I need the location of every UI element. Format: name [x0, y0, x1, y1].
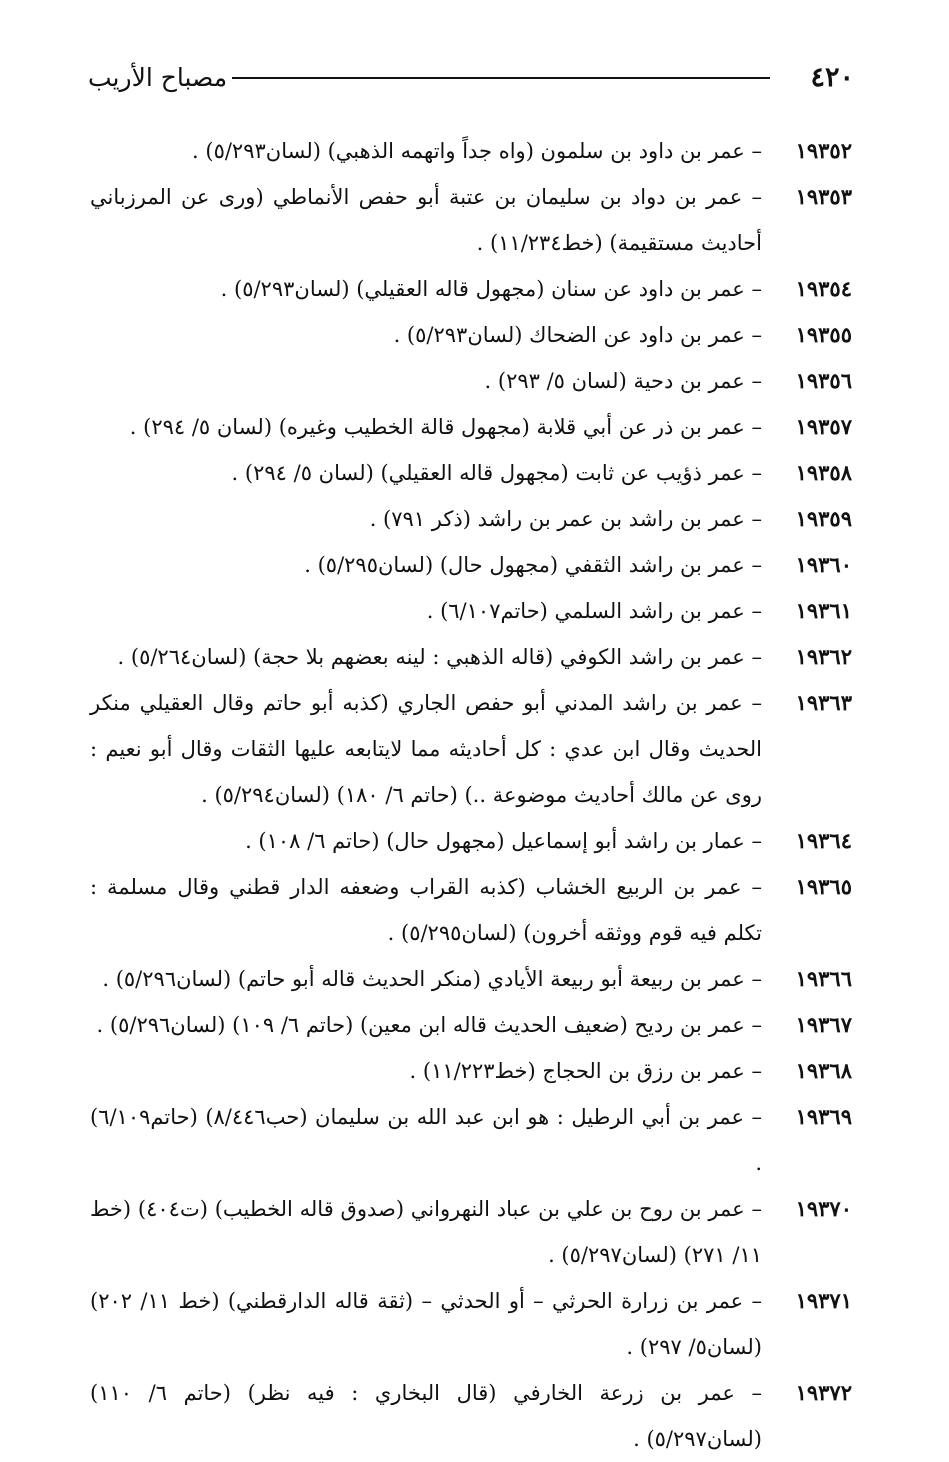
entry-number-wrap: [796, 634, 852, 680]
entry-number: ١٩٣٥٥: [795, 322, 852, 347]
entry-text: – عمر بن دواد بن سليمان بن عتبة أبو حفص الأنماطي (ورى عن المرزباني أحاديث مستقيمة) (خط١١/٢٣٤) .: [90, 185, 762, 255]
entry-number: ١٩٣٦٤: [795, 828, 852, 853]
entries-list: [90, 128, 852, 1462]
entry-text: – عمر بن زرارة الحرثي – أو الحدثي – (ثقة قاله الدارقطني) (خط ١١/ ٢٠٢) (لسان٥/ ٢٩٧) .: [90, 1289, 762, 1359]
entry-item: [90, 266, 852, 312]
entry-number: ١٩٣٦٣: [795, 690, 852, 715]
entry-text: – عمر بن راشد السلمي (حاتم٦/١٠٧) .: [426, 599, 762, 623]
entry-number-wrap: [796, 496, 852, 542]
entry-number: ١٩٣٧١: [795, 1288, 852, 1313]
entry-number: ١٩٣٦٢: [795, 644, 852, 669]
entry-text: – عمار بن راشد أبو إسماعيل (مجهول حال) (حاتم ٦/ ١٠٨) .: [245, 829, 762, 853]
entry-item: [90, 358, 852, 404]
entry-number-wrap: [796, 818, 852, 864]
entry-number-wrap: [796, 312, 852, 358]
entry-text: – عمر بن راشد الكوفي (قاله الذهبي : لينه بعضهم بلا حجة) (لسان٥/٢٦٤) .: [117, 645, 762, 669]
entry-text: – عمر ذؤيب عن ثابت (مجهول قاله العقيلي) (لسان ٥/ ٢٩٤) .: [231, 461, 762, 485]
entry-text: – عمر بن داود عن سنان (مجهول قاله العقيلي) (لسان٥/٢٩٣) .: [220, 277, 762, 301]
entry-number: ١٩٣٦١: [795, 598, 852, 623]
entry-number-wrap: [796, 542, 852, 588]
entry-item: [90, 496, 852, 542]
entry-number: ١٩٣٦٧: [795, 1012, 852, 1037]
entry-number-wrap: [796, 174, 852, 220]
entry-item: [90, 128, 852, 174]
entry-item: [90, 450, 852, 496]
entry-number-wrap: [796, 450, 852, 496]
entry-number-wrap: [796, 1094, 852, 1140]
entry-number: ١٩٣٥٢: [795, 138, 852, 163]
entry-item: [90, 1278, 852, 1370]
entry-number-wrap: [796, 1370, 852, 1416]
entry-number: ١٩٣٦٩: [795, 1104, 852, 1129]
entry-number-wrap: [796, 680, 852, 726]
entry-number: ١٩٣٥٨: [795, 460, 852, 485]
page-number: ٤٢٠: [810, 62, 854, 93]
entry-number-wrap: [796, 588, 852, 634]
entry-number: ١٩٣٦٨: [795, 1058, 852, 1083]
entry-number: ١٩٣٥٣: [795, 184, 852, 209]
entry-item: [90, 312, 852, 358]
entry-number: ١٩٣٥٤: [795, 276, 852, 301]
entry-number: ١٩٣٦٠: [795, 552, 852, 577]
entry-number-wrap: [796, 1278, 852, 1324]
entry-number: ١٩٣٦٥: [795, 874, 852, 899]
entry-number: ١٩٣٧٠: [795, 1196, 852, 1221]
entry-item: [90, 1186, 852, 1278]
entry-text: – عمر بن داود عن الضحاك (لسان٥/٢٩٣) .: [393, 323, 762, 347]
entry-number: ١٩٣٥٦: [795, 368, 852, 393]
entry-text: – عمر بن ربيعة أبو ربيعة الأيادي (منكر الحديث قاله أبو حاتم) (لسان٥/٢٩٦) .: [102, 967, 762, 991]
entry-text: – عمر بن أبي الرطيل : هو ابن عبد الله بن سليمان (حب٨/٤٤٦) (حاتم٦/١٠٩) .: [90, 1105, 762, 1175]
entry-item: [90, 1094, 852, 1186]
entry-text: – عمر بن راشد المدني أبو حفص الجاري (كذبه أبو حاتم وقال العقيلي منكر الحديث وقال ابن عدي : كل أحاديثه مما لايتابعه عليها الثقات وقال أبو نعيم : روى عن مالك أحاديث موضوعة ..) (حاتم ٦/ ١٨٠) (لسان٥/٢٩٤) .: [90, 691, 762, 807]
entry-text: – عمر بن الربيع الخشاب (كذبه القراب وضعفه الدار قطني وقال مسلمة : تكلم فيه قوم ووثقه أخرون) (لسان٥/٢٩٥) .: [90, 875, 762, 945]
entry-number: ١٩٣٥٧: [795, 414, 852, 439]
entry-number-wrap: [796, 404, 852, 450]
entry-text: – عمر بن راشد الثقفي (مجهول حال) (لسان٥/٢٩٥) .: [304, 553, 762, 577]
entry-item: [90, 1002, 852, 1048]
entry-number-wrap: [796, 1002, 852, 1048]
entry-number-wrap: [796, 266, 852, 312]
entry-number-wrap: [796, 864, 852, 910]
entry-number: ١٩٣٥٩: [795, 506, 852, 531]
entry-number: ١٩٣٦٦: [795, 966, 852, 991]
entry-item: [90, 174, 852, 266]
entry-item: [90, 542, 852, 588]
entry-item: [90, 634, 852, 680]
entry-text: – عمر بن رديح (ضعيف الحديث قاله ابن معين) (حاتم ٦/ ١٠٩) (لسان٥/٢٩٦) .: [96, 1013, 762, 1037]
entry-item: [90, 404, 852, 450]
entry-text: – عمر بن ذر عن أبي قلابة (مجهول قالة الخطيب وغيره) (لسان ٥/ ٢٩٤) .: [129, 415, 762, 439]
header-rule: [232, 77, 770, 79]
entry-item: [90, 588, 852, 634]
entry-text: – عمر بن زرعة الخارفي (قال البخاري : فيه نظر) (حاتم ٦/ ١١٠) (لسان٥/٢٩٧) .: [90, 1381, 762, 1451]
book-title: مصباح الأريب: [88, 63, 228, 92]
entry-item: [90, 864, 852, 956]
entry-text: – عمر بن داود بن سلمون (واه جداً واتهمه الذهبي) (لسان٥/٢٩٣) .: [192, 139, 762, 163]
page-header: [88, 58, 854, 98]
entry-item: [90, 1370, 852, 1462]
entry-text: – عمر بن دحية (لسان ٥/ ٢٩٣) .: [484, 369, 762, 393]
entry-item: [90, 1048, 852, 1094]
entry-item: [90, 818, 852, 864]
entry-text: – عمر بن رزق بن الحجاج (خط١١/٢٢٣) .: [409, 1059, 762, 1083]
entry-number-wrap: [796, 128, 852, 174]
entry-text: – عمر بن روح بن علي بن عباد النهرواني (صدوق قاله الخطيب) (ت٤٠٤) (خط ١١/ ٢٧١) (لسان٥/٢٩٧) .: [90, 1197, 762, 1267]
entry-number-wrap: [796, 956, 852, 1002]
entry-number-wrap: [796, 1048, 852, 1094]
entry-number: ١٩٣٧٢: [795, 1380, 852, 1405]
entry-item: [90, 680, 852, 818]
entry-number-wrap: [796, 1186, 852, 1232]
entry-number-wrap: [796, 358, 852, 404]
entry-item: [90, 956, 852, 1002]
entry-text: – عمر بن راشد بن عمر بن راشد (ذكر ٧٩١) .: [369, 507, 762, 531]
